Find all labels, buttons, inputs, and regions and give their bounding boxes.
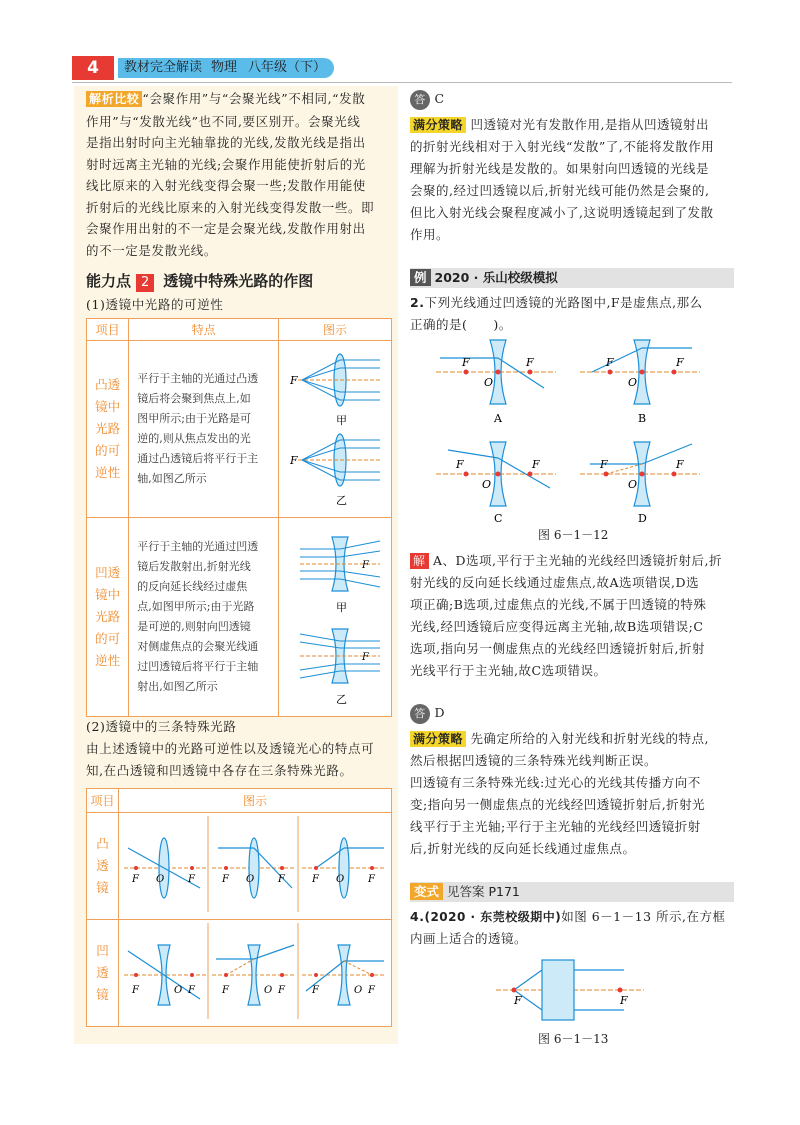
label-F: F <box>312 874 319 885</box>
sub2-title: (2)透镜中的三条特殊光路 <box>86 719 237 734</box>
variant-text: 见答案 P171 <box>447 884 520 899</box>
fig-label-jia: 甲 <box>336 414 347 427</box>
solution: 解 A、D选项,平行于主光轴的光线经凹透镜折射后,折 射光线的反向延长线通过虚焦点,故A选项错误,D选 项正确;B选项,过虚焦点的光线,不属于凹透镜的特殊 光线,经凹透镜后应变得远离主光轴,故B选项错误;C 选项,指向另一侧虚焦点的光线经凹透镜折射后,折射 光线平行于主光轴,故C选项错误。 <box>410 553 722 678</box>
label-F: F <box>362 560 369 571</box>
strategy-2: 满分策略 先确定所给的入射光线和折射光线的特点, 然后根据凹透镜的三条特殊光线判断正误。 凹透镜有三条特殊光线:过光心的光线其传播方向不 变;指向另一侧虚焦点的光线经凹透镜折射后,折射光 线平行于主光轴;平行于主光轴的光线经凹透镜折射 后,折射光线的反向延长线通过虚焦点。 <box>410 731 709 856</box>
special-rays-table <box>86 788 392 1027</box>
label-O: O <box>264 985 273 996</box>
convex-reversibility-diagram <box>280 342 390 512</box>
label-O: O <box>482 478 492 491</box>
label-F: F <box>456 458 464 471</box>
analysis-line: 会聚作用出射的不一定是会聚光线,发散作用射出 <box>86 221 366 236</box>
ability-label: 能力点 <box>86 272 132 290</box>
example-heading <box>410 268 558 288</box>
ability-title: 透镜中特殊光路的作图 <box>163 272 314 290</box>
analysis-tag: 解析比较 <box>86 91 142 107</box>
label-F: F <box>368 874 375 885</box>
table2-row-concave-figures <box>119 920 392 1027</box>
answer-value: C <box>434 91 445 106</box>
question-4: 4.(2020 · 东莞校级期中)如图 6－1－13 所示,在方框 内画上适合的透镜。 <box>410 909 726 946</box>
label-O: O <box>336 874 345 885</box>
label-O: O <box>628 376 638 389</box>
label-F: F <box>362 652 369 663</box>
answer-2 <box>410 702 445 724</box>
table1-row-concave-text: 平行于主轴的光通过凹透 镜后发散射出,折射光线 的反向延长线经过虚焦 点,如图甲所示;由于光路 是可逆的,则射向凹透镜 对侧虚焦点的会聚光线通 过凹透镜后将平行于主轴 射出,如图乙所示 <box>129 518 279 717</box>
page-number: 4 <box>72 56 114 80</box>
book-title: 教材完全解读 <box>124 60 203 75</box>
header-divider <box>72 82 732 83</box>
label-F: F <box>676 458 684 471</box>
table2-row-convex-figures <box>119 813 392 920</box>
table2-header-item: 项目 <box>87 789 119 813</box>
label-F: F <box>620 994 628 1007</box>
label-F: F <box>514 994 522 1007</box>
subject: 物理 <box>211 60 238 75</box>
label-F: F <box>676 356 684 369</box>
label-F: F <box>606 356 614 369</box>
label-F: F <box>132 985 139 996</box>
ability-number: 2 <box>136 274 154 292</box>
example-tag: 例 <box>410 269 431 286</box>
focus-point-left <box>512 988 517 993</box>
reversibility-table <box>86 318 392 717</box>
figure-12-caption: 图 6－1－12 <box>538 528 609 542</box>
answer-1 <box>410 88 445 110</box>
analysis-line: 折射后的光线比原来的入射光线变得发散一些。即 <box>86 199 375 215</box>
fig-label-yi: 乙 <box>336 693 347 706</box>
label-F: F <box>290 454 298 467</box>
convex-special-rays-diagram <box>120 814 390 914</box>
label-F: F <box>188 874 195 885</box>
analysis-line: 线比原来的入射光线变得会聚一些;发散作用能使 <box>86 178 366 193</box>
label-O: O <box>156 874 165 885</box>
label-F: F <box>526 356 534 369</box>
table1-row-convex-item: 凸透 镜中 光路 的可 逆性 <box>87 341 129 518</box>
label-F: F <box>532 458 540 471</box>
fig-label-yi: 乙 <box>336 494 347 507</box>
variant-heading <box>410 882 520 902</box>
focus-point-right <box>618 988 623 993</box>
analysis-line: 的不一定是发散光线。 <box>86 242 218 258</box>
analysis-line: “会聚作用”与“会聚光线”不相同,“发散 <box>142 91 366 106</box>
strategy-tag: 满分策略 <box>410 731 466 747</box>
table1-row-convex-text: 平行于主轴的光通过凸透 镜后将会聚到焦点上,如 图甲所示;由于光路是可 逆的,则从焦点发出的光 通过凸透镜后将平行于主 轴,如图乙所示 <box>129 341 279 518</box>
variant-tag: 变式 <box>410 883 443 900</box>
solution-tag: 解 <box>410 553 429 569</box>
question-2: 2.下列光线通过凹透镜的光路图中,F是虚焦点,那么 正确的是( )。 <box>410 295 703 332</box>
example-source: 2020 · 乐山校级模拟 <box>434 270 558 285</box>
label-F: F <box>290 374 298 387</box>
label-F: F <box>132 874 139 885</box>
label-F: F <box>312 985 319 996</box>
label-O: O <box>628 478 638 491</box>
strategy-1: 满分策略 凹透镜对光有发散作用,是指从凹透镜射出 的折射光线相对于入射光线“发散”了,不能将发散作用 理解为折射光线是发散的。如果射向凹透镜的光线是 会聚的,经过凹透镜以后,折射光线可能仍然是会聚的, 但比入射光线会聚程度减小了,这说明透镜起到了发散 作用。 <box>410 117 715 242</box>
analysis-line: 射时远离主光轴的光线;会聚作用能使折射后的光 <box>86 156 366 172</box>
option-label-B: B <box>638 412 647 425</box>
concave-special-rays-diagram <box>120 921 390 1021</box>
table2-row-concave-item: 凹 透 镜 <box>87 920 119 1027</box>
sub1-title: (1)透镜中光路的可逆性 <box>86 297 224 312</box>
table1-header-feature: 特点 <box>129 319 279 341</box>
label-F: F <box>222 985 229 996</box>
table2-row-convex-item: 凸 透 镜 <box>87 813 119 920</box>
label-F: F <box>278 874 285 885</box>
figure-6-1-12 <box>420 338 720 524</box>
label-F: F <box>600 458 608 471</box>
table1-header-item: 项目 <box>87 319 129 341</box>
label-O: O <box>174 985 183 996</box>
answer-mark: 答 <box>410 704 430 724</box>
answer-value: D <box>434 705 446 720</box>
analysis-line: 是指出射时向主光轴靠拢的光线,发散光线是指出 <box>86 135 366 150</box>
figure-13-caption: 图 6－1－13 <box>538 1032 609 1046</box>
label-O: O <box>484 376 494 389</box>
label-F: F <box>188 985 195 996</box>
label-F: F <box>278 985 285 996</box>
table2-header-figure: 图示 <box>119 789 392 813</box>
ability-heading <box>86 270 313 292</box>
answer-mark: 答 <box>410 90 430 110</box>
option-label-D: D <box>638 512 647 524</box>
grade: 八年级（下） <box>248 60 327 75</box>
figure-6-1-13 <box>490 954 650 1024</box>
table1-header-figure: 图示 <box>279 319 392 341</box>
label-O: O <box>354 985 363 996</box>
analysis-line: 作用”与“发散光线”也不同,要区别开。会聚光线 <box>86 113 361 129</box>
analysis-block <box>86 88 392 261</box>
fig-label-jia: 甲 <box>336 601 347 614</box>
strategy-tag: 满分策略 <box>410 117 466 133</box>
label-O: O <box>246 874 255 885</box>
concave-reversibility-diagram <box>280 519 390 711</box>
option-label-C: C <box>494 512 503 524</box>
table1-row-concave-item: 凹透 镜中 光路 的可 逆性 <box>87 518 129 717</box>
sub2-text: 由上述透镜中的光路可逆性以及透镜光心的特点可 知,在凸透镜和凹透镜中各存在三条特殊光路。 <box>86 741 375 778</box>
option-label-A: A <box>494 412 502 425</box>
label-F: F <box>222 874 229 885</box>
table1-row-convex-figures <box>279 341 392 518</box>
label-F: F <box>462 356 470 369</box>
label-F: F <box>368 985 375 996</box>
table1-row-concave-figures <box>279 518 392 717</box>
